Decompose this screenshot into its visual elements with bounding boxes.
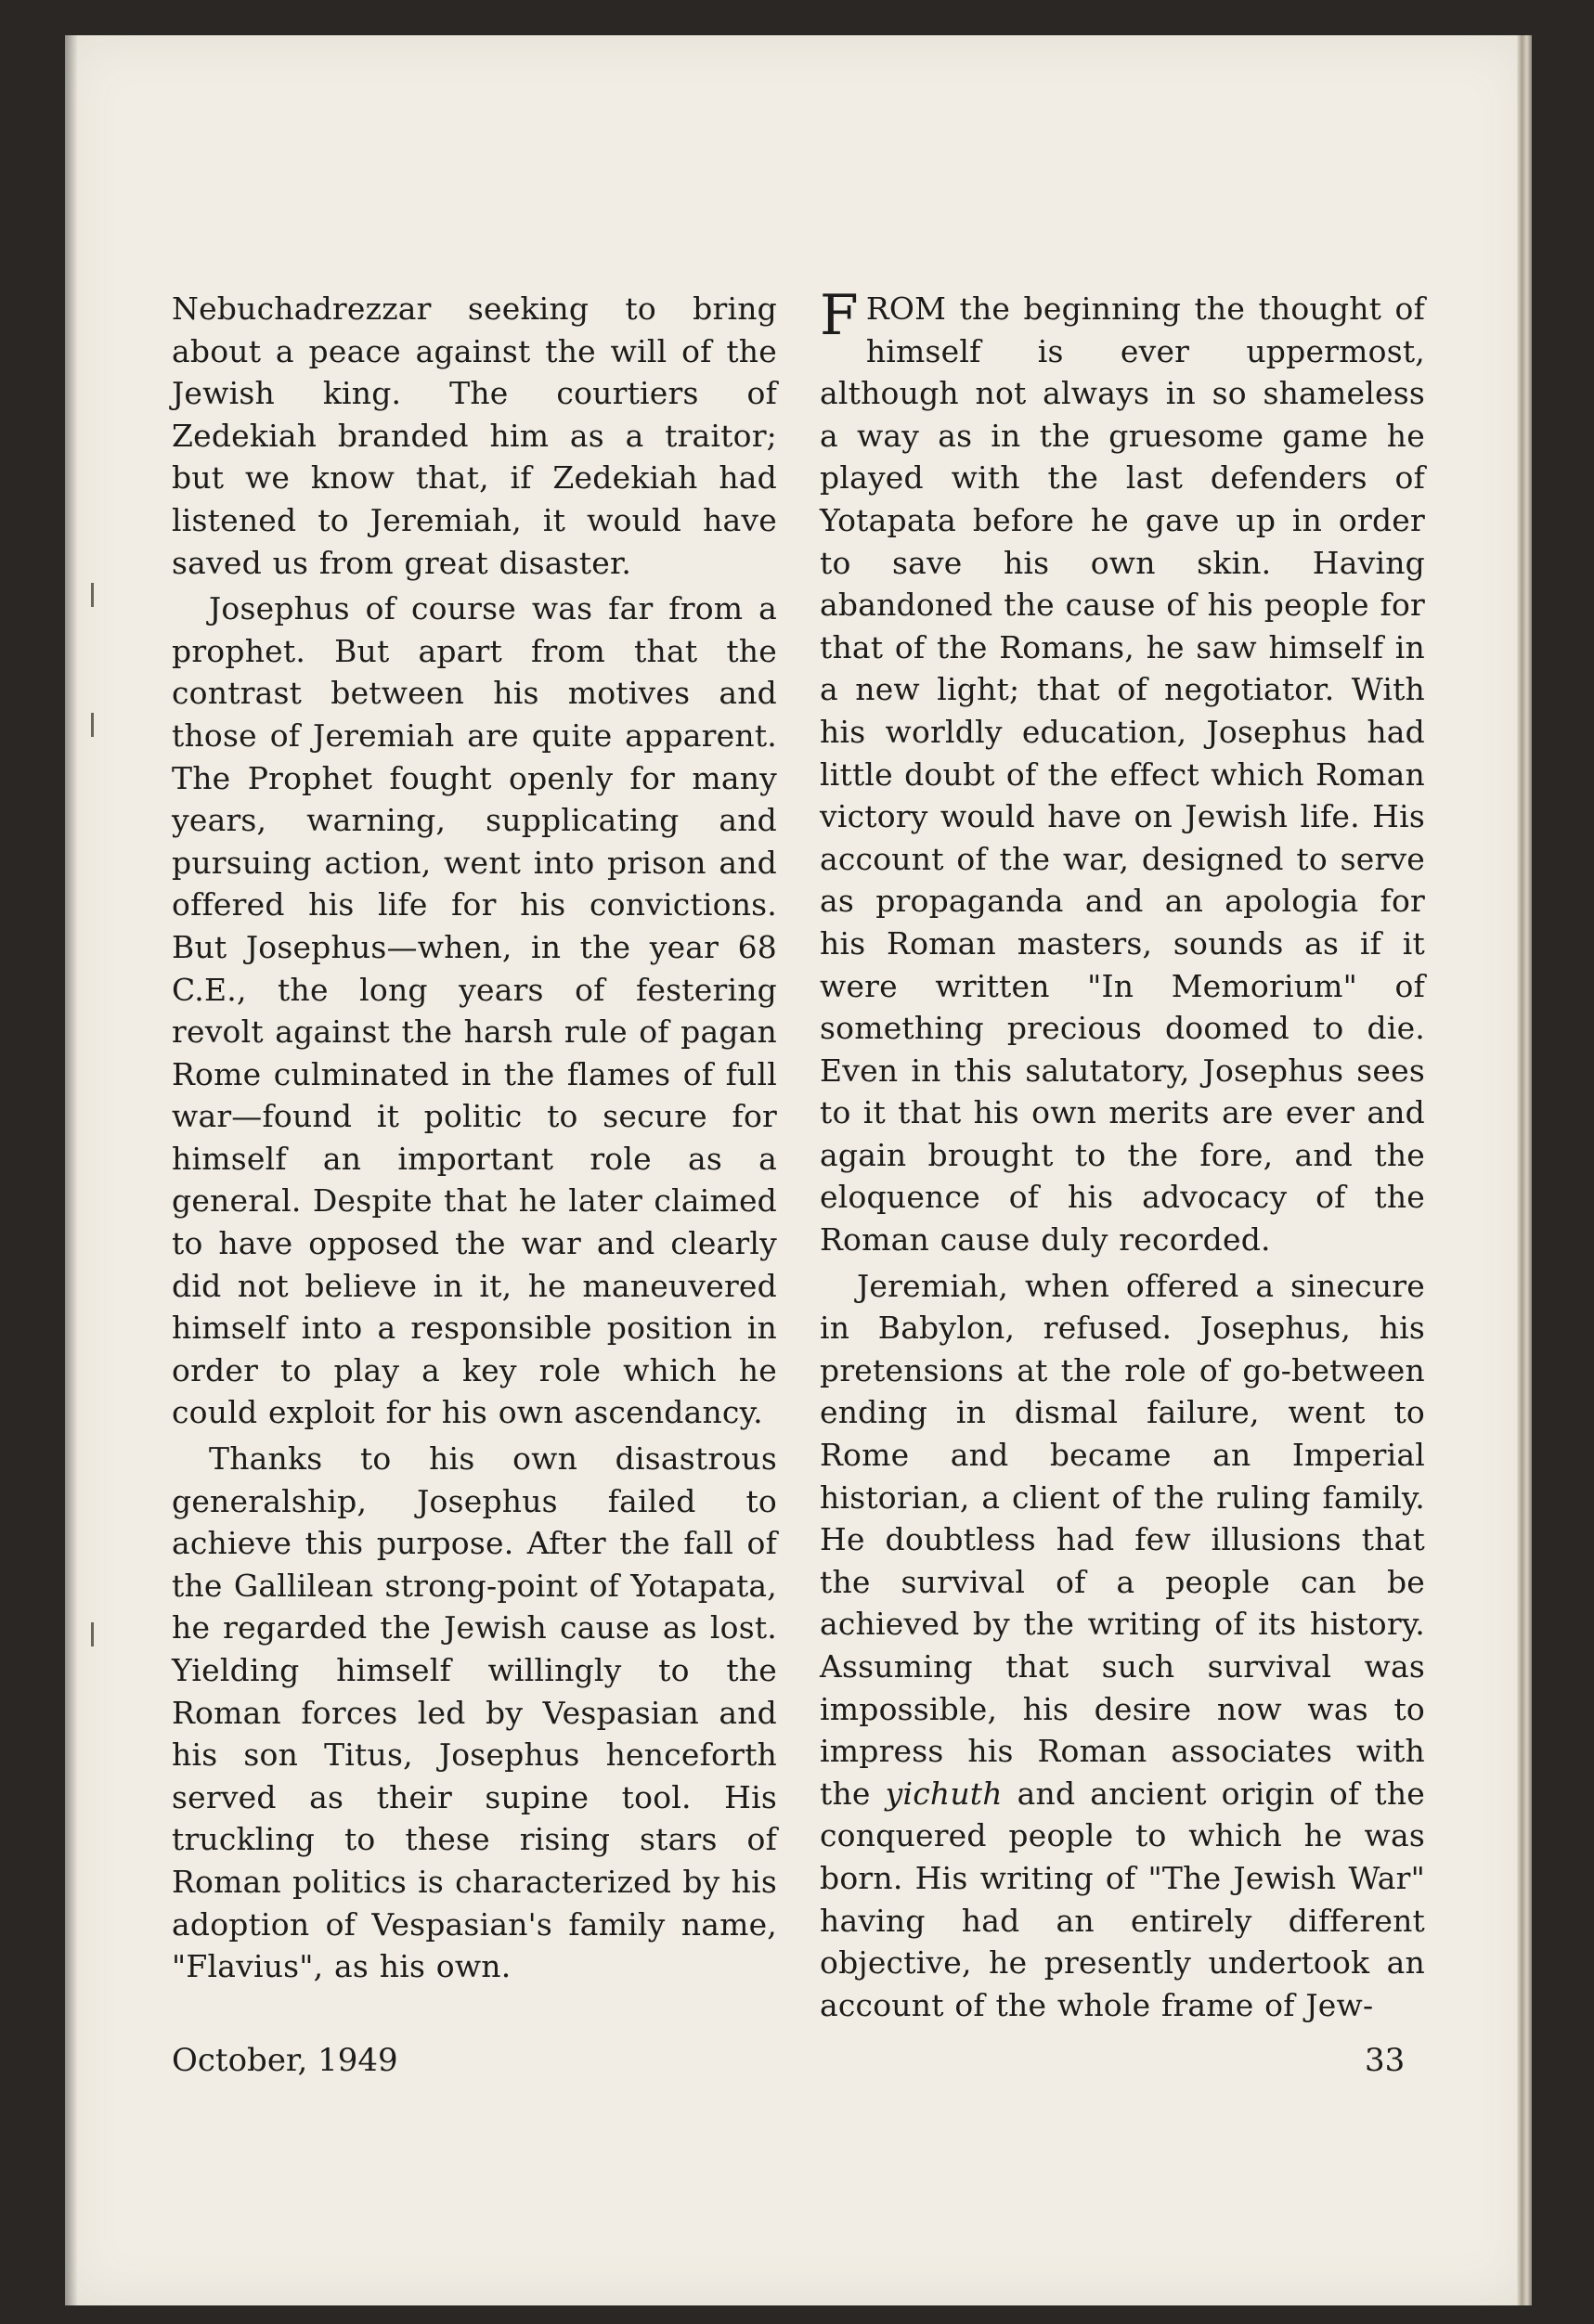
spine-shadow	[65, 35, 78, 2305]
left-column	[172, 288, 777, 1988]
page-number: 33	[1365, 2042, 1406, 2079]
right-paragraph-2-text-b: and ancient origin of the conquered people to which he was born. His writing of "The Jewish War" having had an entirely different objective, he presently undertook an account of the whole frame of Jew-	[820, 1775, 1425, 2023]
magazine-page	[65, 35, 1532, 2305]
italic-term: yichuth	[885, 1775, 1003, 1812]
right-paragraph-1	[820, 283, 1425, 1261]
right-column	[820, 283, 1425, 2026]
drop-cap: F	[820, 283, 859, 348]
right-paragraph-2-text-a: Jeremiah, when offered a sinecure in Babylon, refused. Josephus, his pretensions at the role of go-between ending in dismal failure, went to Rome and became an Imperial historian, a client of the ruling family. He doubtless had few illusions that the survival of a people can be achieved by the writing of its history. Assuming that such survival was impossible, his desire now was to impress his Roman associates with the	[820, 1267, 1425, 1812]
margin-mark	[91, 583, 94, 607]
left-paragraph-1: Nebuchadrezzar seeking to bring about a peace against the will of the Jewish king. The courtiers of Zedekiah branded him as a traitor; but we know that, if Zedekiah had listened to Jeremiah, it would have saved us from great disaster.	[172, 290, 777, 581]
left-paragraph-3: Thanks to his own disastrous generalship, Josephus failed to achieve this purpose. After the fall of the Gallilean strong-point of Yotapata, he regarded the Jewish cause as lost. Yielding himself willingly to the Roman forces led by Vespasian and his son Titus, Josephus henceforth served as their supine tool. His truckling to these rising stars of Roman politics is characterized by his adoption of Vespasian's family name, "Flavius", as his own.	[172, 1440, 777, 1985]
margin-mark	[91, 1622, 94, 1646]
margin-mark	[91, 713, 94, 737]
issue-date: October, 1949	[172, 2042, 398, 2079]
right-paragraph-1-text: ROM the beginning the thought of himself is ever uppermost, although not always in so shameless a way as in the gruesome game he played with the last defenders of Yotapata before he gave up in order to save his own skin. Having abandoned the cause of his people for that of the Romans, he saw himself in a new light; that of negotiator. With his worldly education, Josephus had little doubt of the effect which Roman victory would have on Jewish life. His account of the war, designed to serve as propaganda and an apologia for his Roman masters, sounds as if it were written "In Memorium" of something precious doomed to die. Even in this salutatory, Josephus sees to it that his own merits are ever and again brought to the fore, and the eloquence of his advocacy of the Roman cause duly recorded.	[820, 290, 1425, 1259]
right-paragraph-2	[820, 1265, 1425, 2027]
page-edge	[1517, 35, 1532, 2305]
left-paragraph-2: Josephus of course was far from a prophet. But apart from that the contrast between his motives and those of Jeremiah are quite apparent. The Prophet fought openly for many years, warning, supplicating and pursuing action, went into prison and offered his life for his convictions. But Josephus—when, in the year 68 C.E., the long years of festering revolt against the harsh rule of pagan Rome culminated in the flames of full war—found it politic to secure for himself an important role as a general. Despite that he later claimed to have opposed the war and clearly did not believe in it, he maneuvered himself into a responsible position in order to play a key role which he could exploit for his own ascendancy.	[172, 590, 777, 1431]
